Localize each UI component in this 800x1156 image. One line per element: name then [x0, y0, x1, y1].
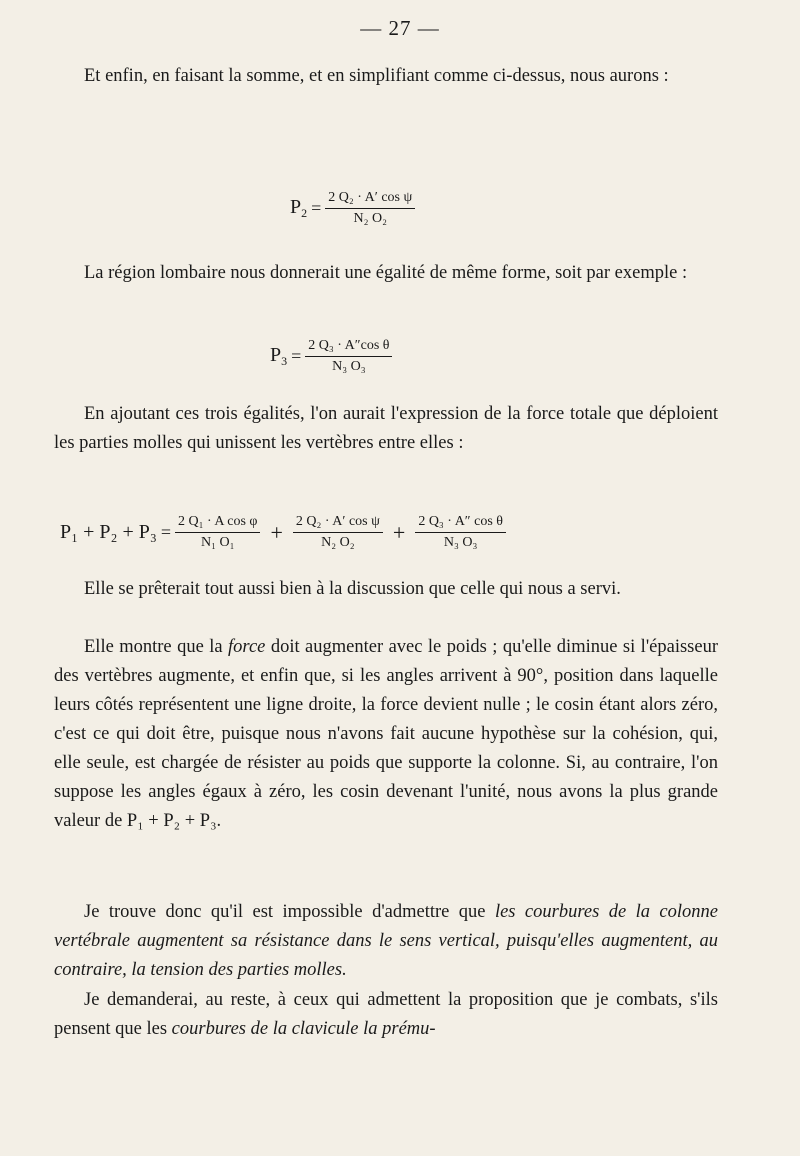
eq3-equals: =	[160, 522, 172, 542]
eq3-lhs: P₁ + P₂ + P₃	[60, 521, 157, 543]
eq3-term-2-numerator: 2 Q₂ · A′ cos ψ	[293, 514, 383, 533]
page-number: — 27 —	[360, 16, 440, 40]
eq2-denominator: N₃ O₃	[332, 359, 366, 374]
emphasis-force: force	[228, 637, 266, 657]
eq3-term-3-denominator: N₃ O₃	[443, 535, 478, 550]
eq2-equals: =	[291, 346, 302, 366]
eq3-plus-1: +	[270, 519, 283, 545]
eq2-numerator: 2 Q₃ · A″cos θ	[305, 338, 392, 357]
eq3-term-2	[293, 514, 383, 551]
eq1-equals: =	[311, 198, 322, 218]
eq3-plus-2: +	[392, 519, 406, 545]
eq1-lhs: $P_2$	[290, 196, 308, 220]
eq3-term-3-numerator: 2 Q₃ · A″ cos θ	[415, 514, 506, 533]
eq1-numerator: 2 Q₂ · A′ cos ψ	[325, 190, 415, 209]
equation-p3	[270, 338, 396, 375]
paragraph-7: Je demanderai, au reste, à ceux qui admettent la proposition que je combats, s'ils pensent que les courbures de la clavicule la prému-	[54, 990, 718, 1039]
eq3-term-1	[175, 514, 260, 551]
eq3-term-3	[415, 514, 506, 551]
equation-p2	[290, 190, 419, 227]
equation-total-force	[60, 514, 510, 551]
paragraph-5: Elle montre que la force doit augmenter avec le poids ; qu'elle diminue si l'épaisseur des vertèbres augmente, et enfin que, si les angles arrivent à 90°, position dans laquelle leurs côtés représentent une ligne droite, la force devient nulle ; le cosin étant alors zéro, c'est ce qui doit être, puisque nous n'avons fait aucune hypothèse sur la cohésion, qui, elle seule, est chargée de résister au poids que supporte la colonne. Si, au contraire, l'on suppose les angles égaux à zéro, les cosin devenant l'unité, nous avons la plus grande valeur de P₁ + P₂ + P₃.	[54, 637, 718, 831]
eq3-term-1-numerator: 2 Q₁ · A cos φ	[175, 514, 260, 533]
emphasis-clavicule: courbures de la clavicule la prému-	[171, 1019, 436, 1039]
emphasis-conclusion: les courbures de la colonne vertébrale augmentent sa résistance dans le sens vertical, puisqu'elles augmentent, au contraire, la tension des parties molles.	[54, 902, 718, 980]
paragraph-3: En ajoutant ces trois égalités, l'on aurait l'expression de la force totale que déploient les parties molles qui unissent les vertèbres entre elles :	[54, 404, 718, 453]
paragraph-1: Et enfin, en faisant la somme, et en simplifiant comme ci-dessus, nous aurons :	[84, 66, 669, 86]
paragraph-4: Elle se prêterait tout aussi bien à la discussion que celle qui nous a servi.	[84, 579, 621, 599]
paragraph-2: La région lombaire nous donnerait une égalité de même forme, soit par exemple :	[84, 263, 688, 283]
eq2-lhs: $P_3$	[270, 344, 288, 368]
paragraph-6: Je trouve donc qu'il est impossible d'admettre que les courbures de la colonne vertébrale augmentent sa résistance dans le sens vertical, puisqu'elles augmentent, au contraire, la tension des parties molles.	[54, 902, 718, 980]
eq3-term-2-denominator: N₂ O₂	[321, 535, 355, 550]
eq1-fraction	[325, 190, 415, 227]
eq1-denominator: N₂ O₂	[353, 211, 388, 226]
eq3-term-1-denominator: N₁ O₁	[201, 535, 235, 550]
eq2-fraction	[305, 338, 392, 375]
